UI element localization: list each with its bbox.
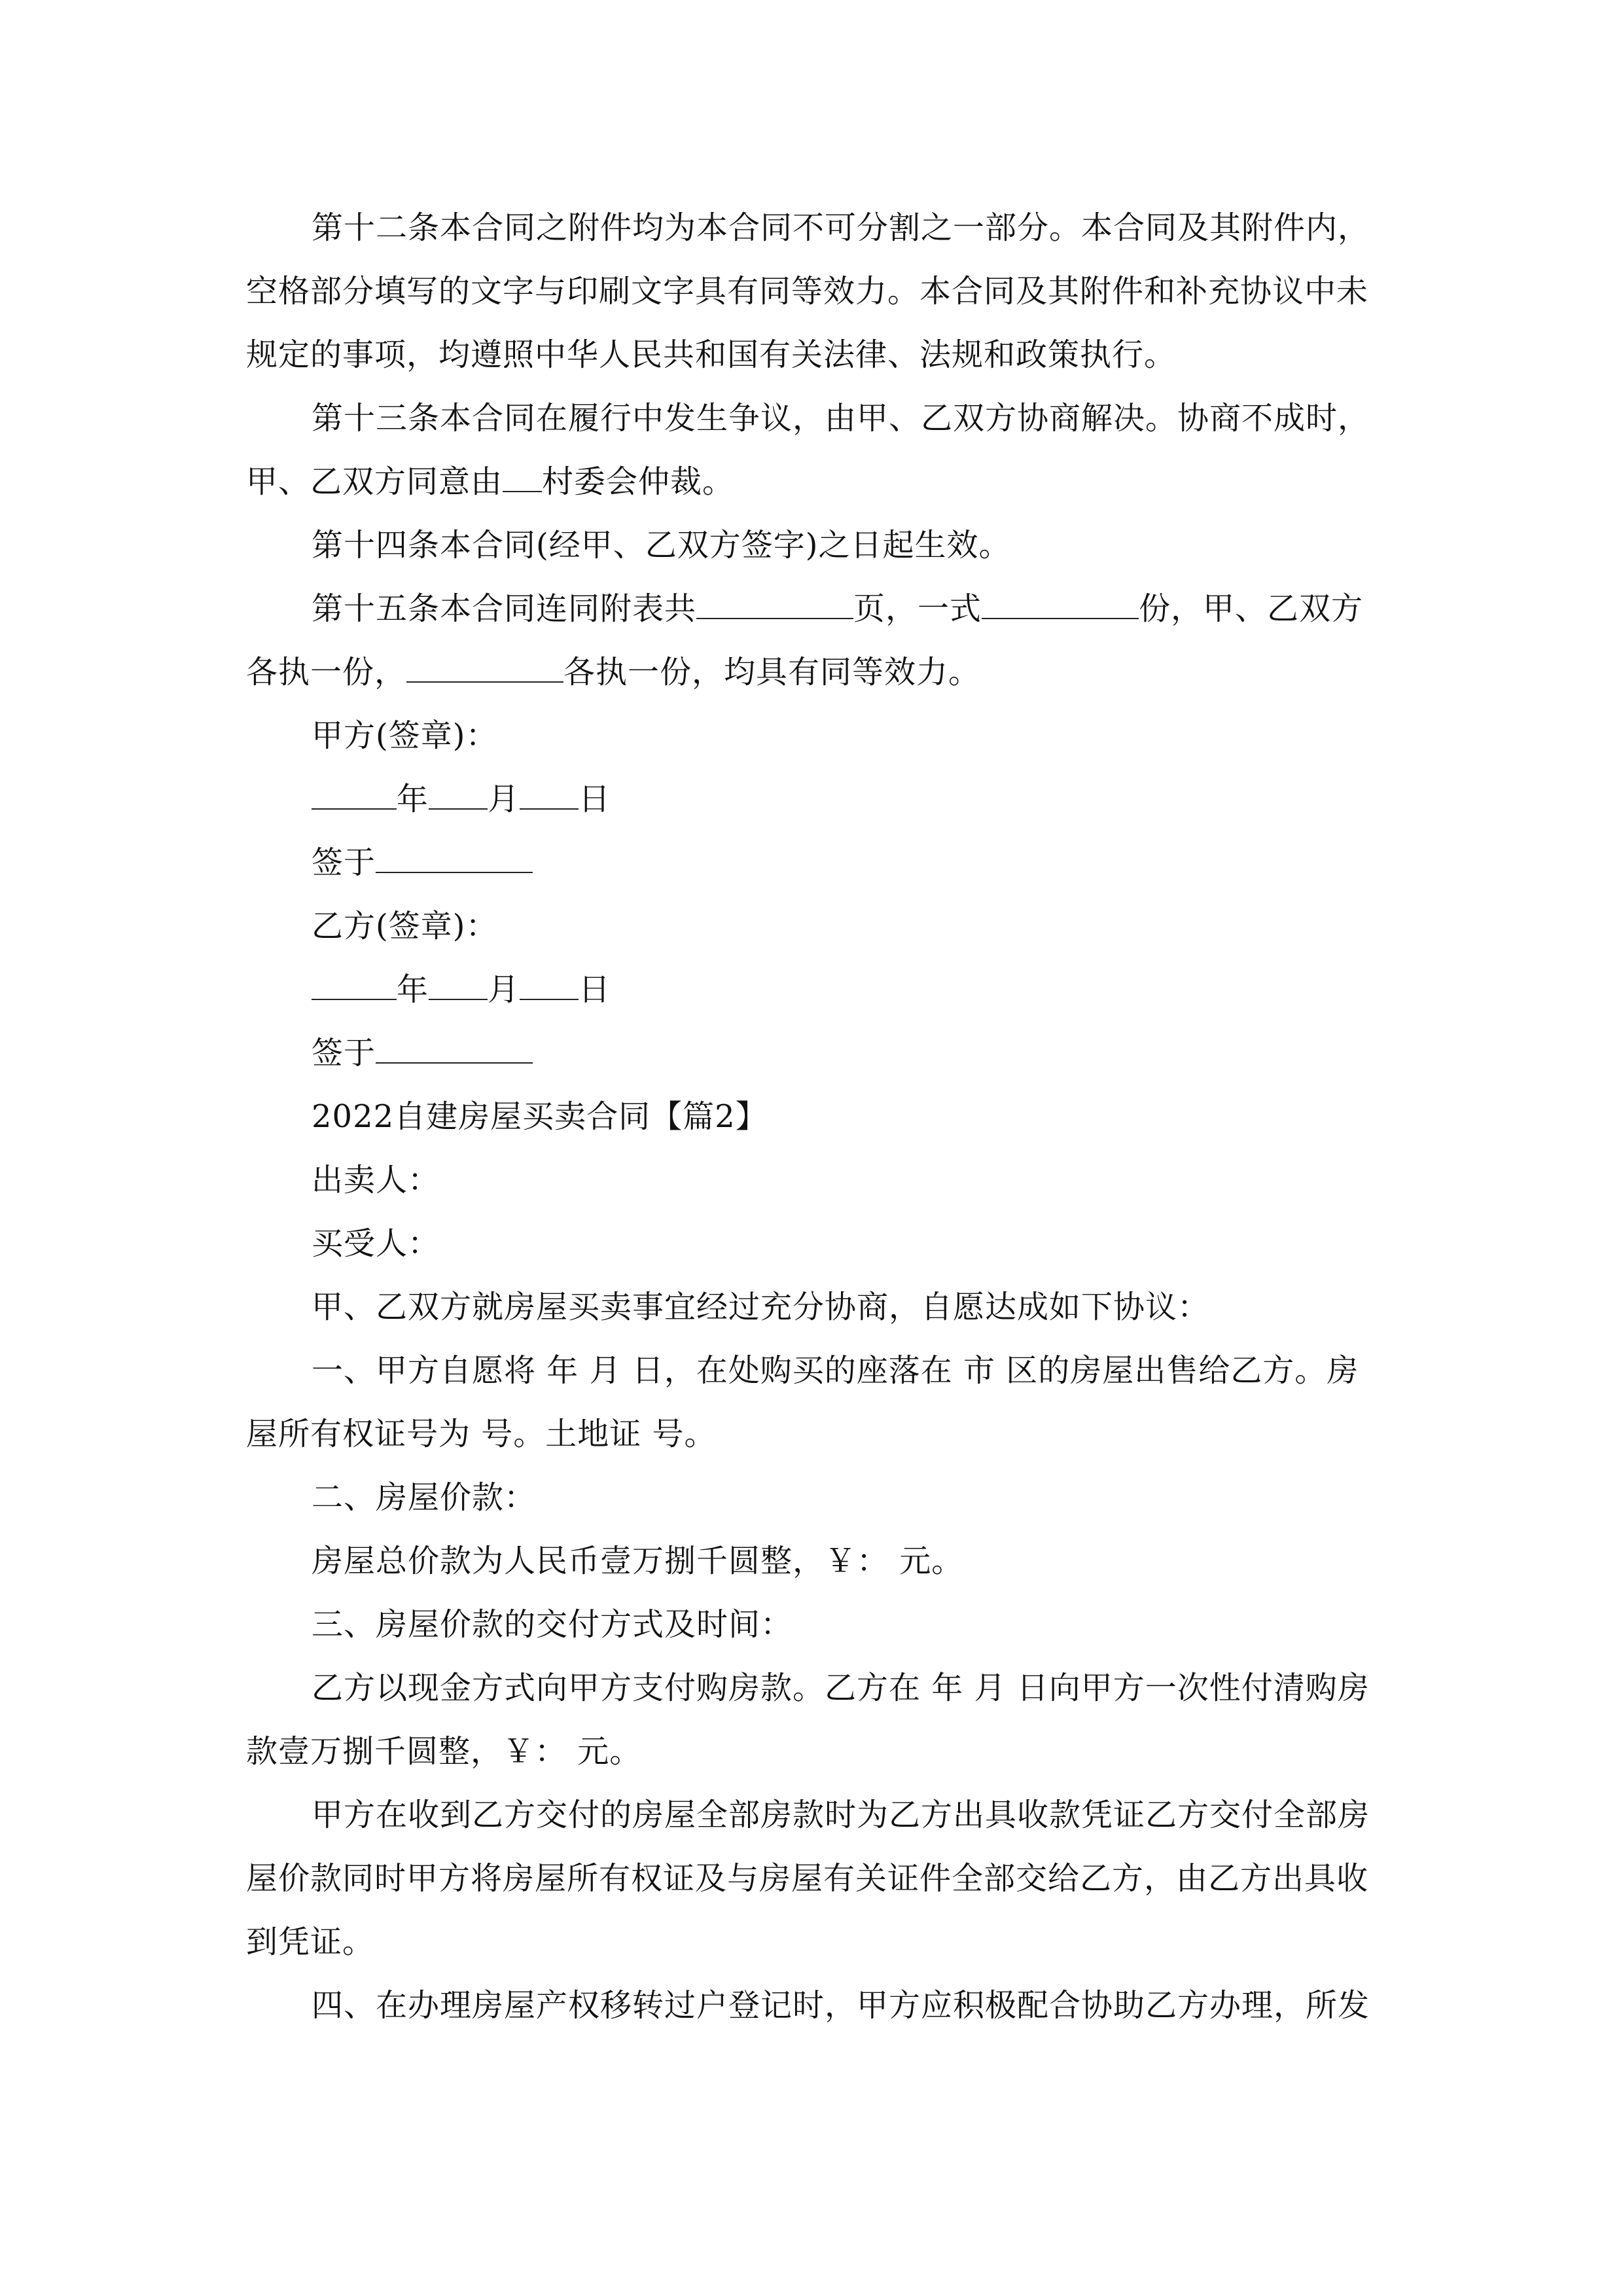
item-3-body: 乙方以现金方式向甲方支付购房款。乙方在 年 月 日向甲方一次性付清购房款壹万捌千圆整，￥： 元。 [246, 1670, 1370, 1770]
day-label: 日 [579, 971, 611, 1008]
clause-15-part4: 各执一份，均具有同等效力。 [563, 654, 981, 691]
blank-line [982, 592, 1139, 619]
clause-13-text: 第十三条本合同在履行中发生争议，由甲、乙双方协商解决。协商不成时，甲、乙双方同意由 [246, 400, 1370, 500]
clause-13-tail: 村委会仲裁。 [542, 463, 735, 500]
item-3-title: 三、房屋价款的交付方式及时间： [312, 1606, 793, 1643]
blank-line [376, 846, 533, 873]
year-label: 年 [397, 781, 429, 817]
clause-14: 第十四条本合同(经甲、乙双方签字)之日起生效。 [312, 527, 1011, 564]
blank-line [312, 782, 397, 810]
blank-line [406, 655, 563, 683]
party-b-signature-label: 乙方(签章)： [312, 908, 498, 944]
month-label: 月 [488, 971, 520, 1008]
blank-line [429, 782, 488, 810]
item-2-title: 二、房屋价款： [312, 1479, 537, 1516]
year-label: 年 [397, 971, 429, 1008]
clause-13 [246, 387, 1378, 514]
blank-line [376, 1036, 533, 1064]
party-b-signed-at [246, 1022, 1378, 1085]
party-a-date-line [246, 768, 1378, 831]
party-a-signature-label: 甲方(签章)： [312, 717, 498, 754]
party-a-signed-at [246, 831, 1378, 895]
blank-line [520, 973, 579, 1000]
day-label: 日 [579, 781, 611, 817]
party-b-date-line [246, 958, 1378, 1022]
item-2-body: 房屋总价款为人民币壹万捌千圆整，￥： 元。 [312, 1543, 964, 1579]
document-body [246, 196, 1378, 2037]
clause-12: 第十二条本合同之附件均为本合同不可分割之一部分。本合同及其附件内，空格部分填写的文字与印刷文字具有同等效力。本合同及其附件和补充协议中未规定的事项，均遵照中华人民共和国有关法律、法规和政策执行。 [246, 209, 1370, 373]
signed-at-label: 签于 [312, 844, 376, 881]
clause-15-part1: 第十五条本合同连同附表共 [312, 590, 697, 627]
blank-line [503, 465, 542, 492]
month-label: 月 [488, 781, 520, 817]
clause-15-part3: 份，甲、乙双方各执一份， [246, 590, 1364, 691]
clause-15-part2: 页，一式 [853, 590, 982, 627]
item-4: 四、在办理房屋产权移转过户登记时，甲方应积极配合协助乙方办理，所发 [312, 1987, 1370, 2024]
seller-label: 出卖人： [312, 1162, 440, 1198]
item-3-body-2: 甲方在收到乙方交付的房屋全部房款时为乙方出具收款凭证乙方交付全部房屋价款同时甲方将房屋所有权证及与房屋有关证件全部交给乙方，由乙方出具收到凭证。 [246, 1797, 1370, 1960]
buyer-label: 买受人： [312, 1225, 440, 1262]
signed-at-label: 签于 [312, 1035, 376, 1071]
blank-line [312, 973, 397, 1000]
section-2-title: 2022自建房屋买卖合同【篇2】 [312, 1098, 768, 1135]
clause-15 [246, 577, 1378, 704]
agreement-intro: 甲、乙双方就房屋买卖事宜经过充分协商，自愿达成如下协议： [312, 1289, 1210, 1325]
blank-line [520, 782, 579, 810]
blank-line [696, 592, 853, 619]
blank-line [429, 973, 488, 1000]
item-1: 一、甲方自愿将 年 月 日，在处购买的座落在 市 区的房屋出售给乙方。房屋所有权证号为 号。土地证 号。 [246, 1352, 1359, 1452]
